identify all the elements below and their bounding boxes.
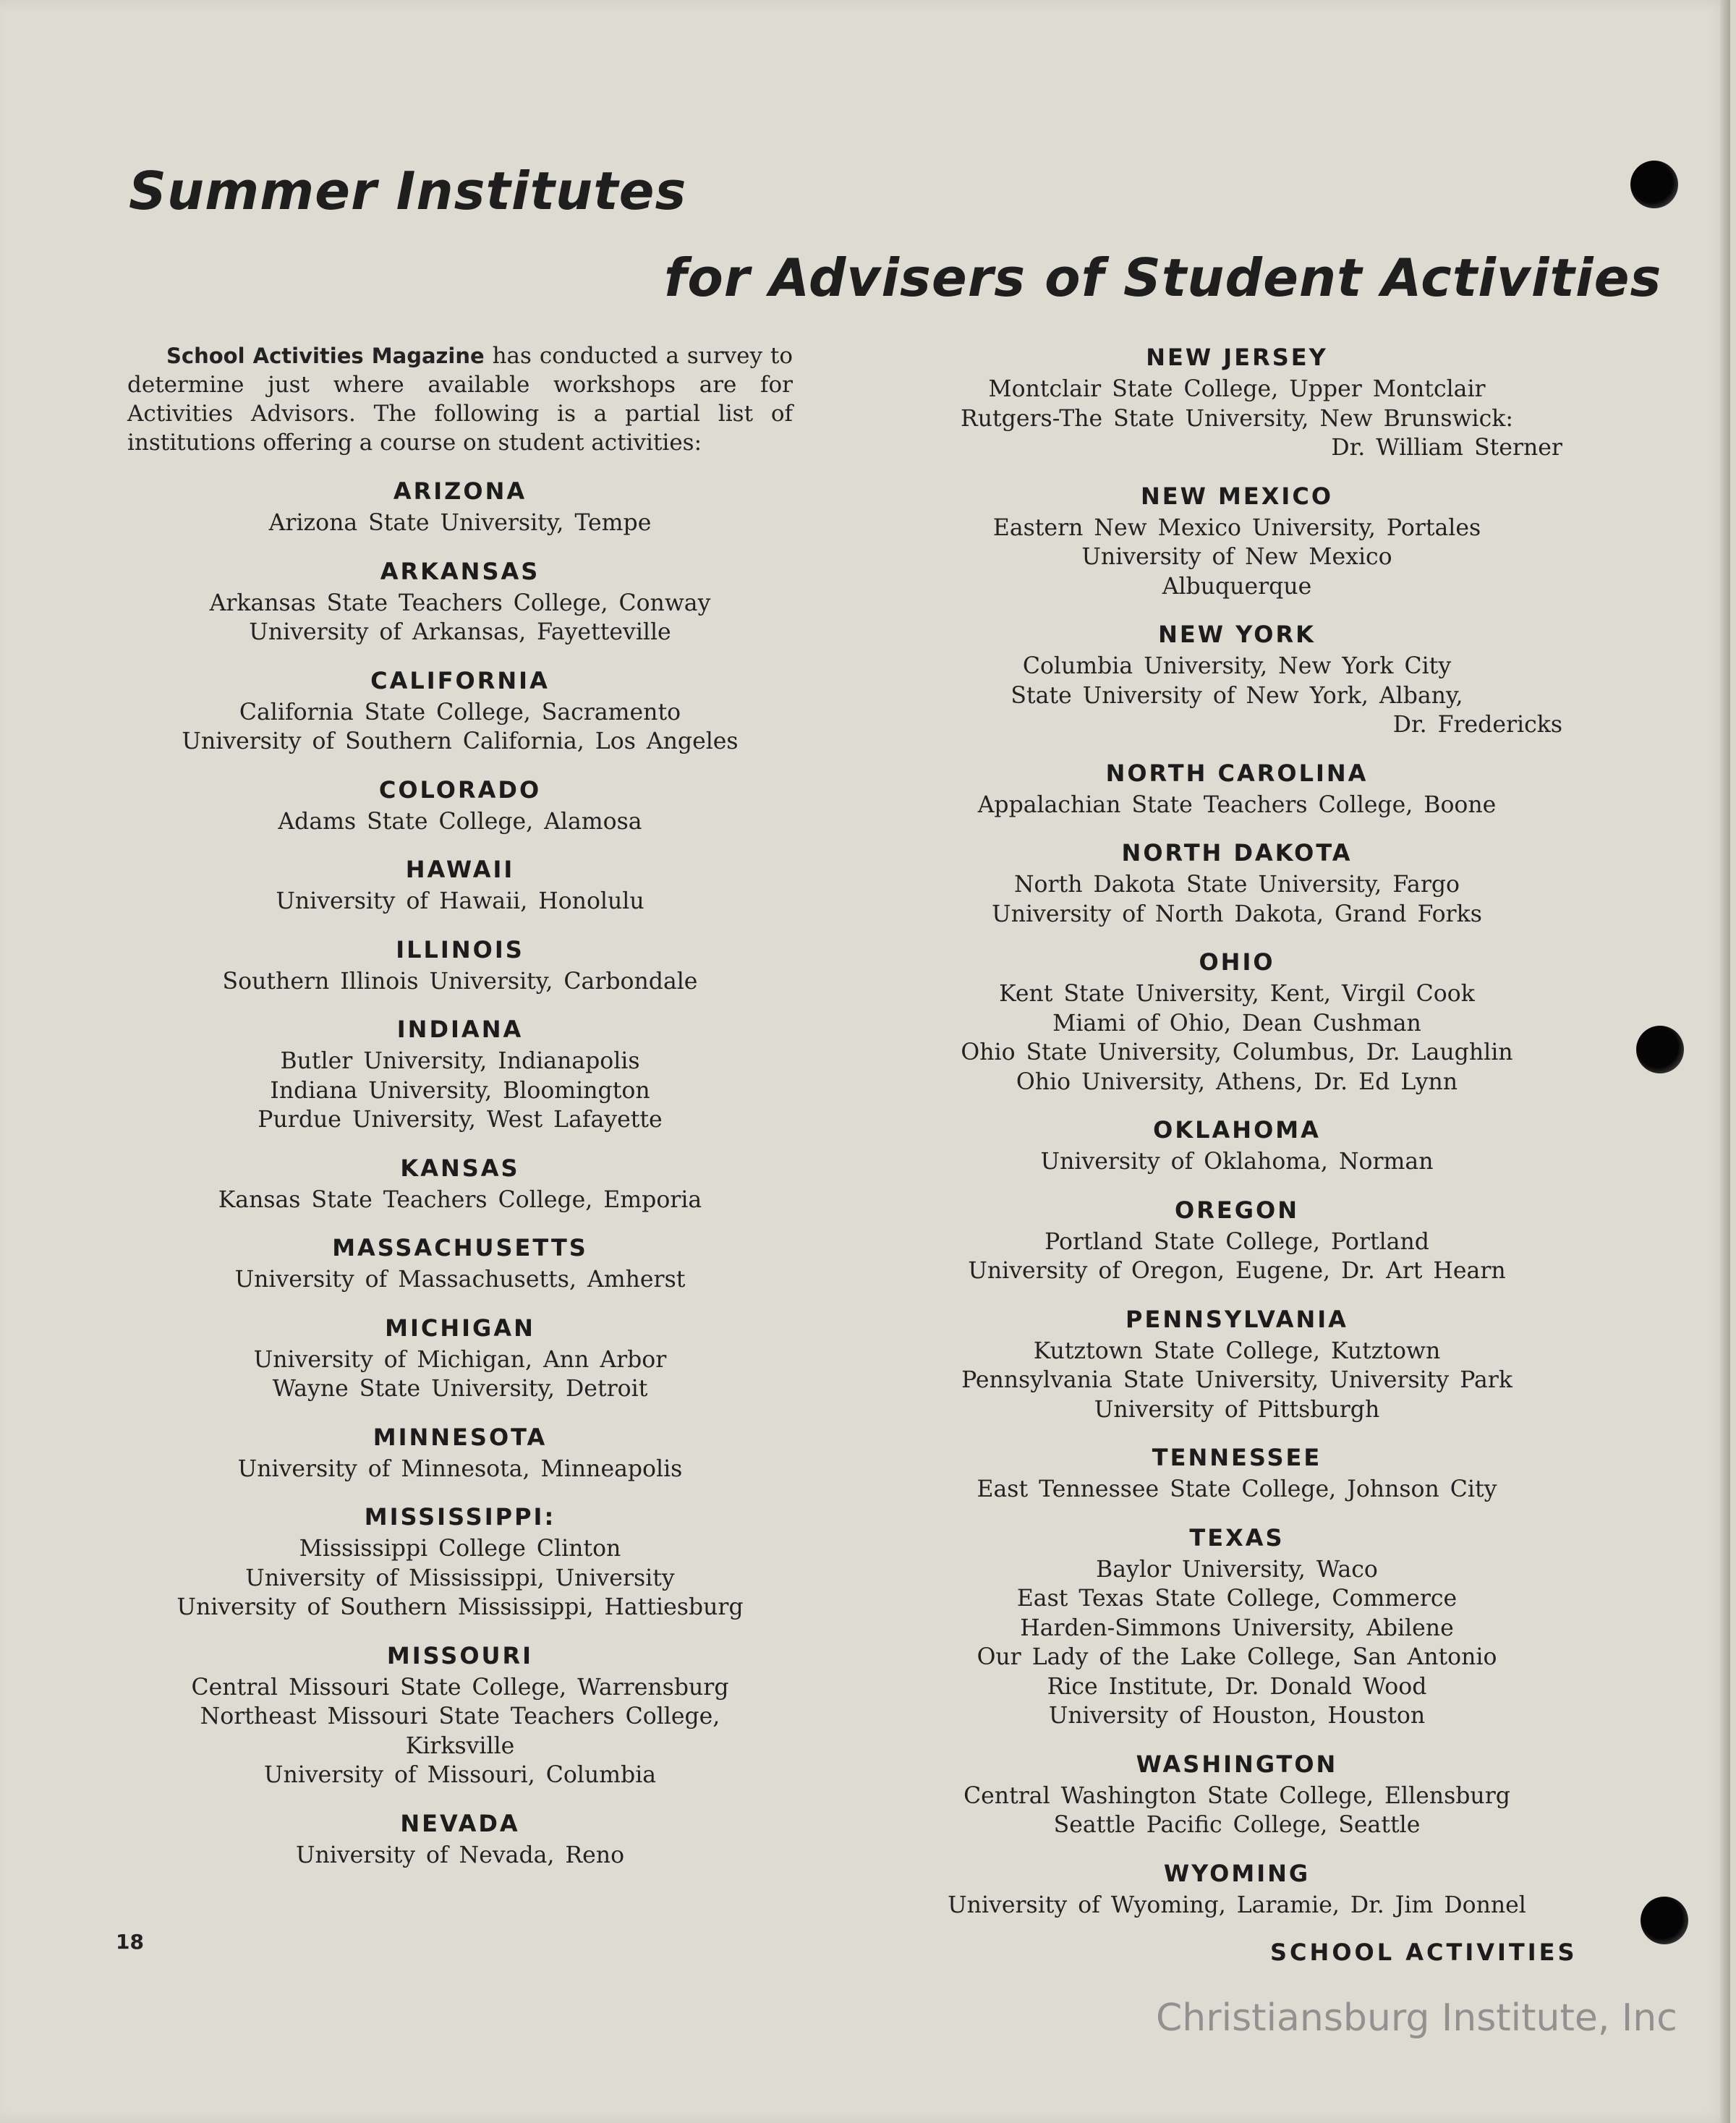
state-entry: [127, 1420, 793, 1484]
state-entry: [127, 932, 793, 997]
institution-line: Our Lady of the Lake College, San Antonio: [977, 1644, 1497, 1670]
state-heading: MASSACHUSETTS: [332, 1234, 588, 1262]
state-heading: NORTH CAROLINA: [1105, 759, 1369, 787]
state-heading: MISSOURI: [386, 1641, 534, 1669]
state-heading: OHIO: [1199, 948, 1275, 976]
binder-hole: [1641, 1897, 1688, 1944]
institution-line: University of Mississippi, University: [245, 1565, 675, 1591]
institution-line: University of Oregon, Eugene, Dr. Art Hearn: [968, 1258, 1506, 1284]
institution-line: Montclair State College, Upper Montclair: [988, 376, 1486, 402]
page-title-line-1: Summer Institutes: [129, 161, 687, 221]
state-heading: MICHIGAN: [385, 1314, 535, 1342]
state-heading: WASHINGTON: [1136, 1750, 1338, 1778]
state-entry: [127, 1311, 793, 1404]
state-entry: [127, 663, 793, 757]
institution-line: State University of New York, Albany,: [1010, 682, 1463, 709]
state-heading: INDIANA: [396, 1016, 524, 1043]
state-entry: [897, 1302, 1577, 1425]
institution-line: Kansas State Teachers College, Emporia: [218, 1186, 702, 1213]
institution-line: Miami of Ohio, Dean Cushman: [1052, 1010, 1421, 1037]
institution-contact: Dr. Fredericks: [1392, 712, 1562, 738]
institution-line: Harden-Simmons University, Abilene: [1020, 1614, 1454, 1641]
institution-line: University of Southern Mississippi, Hattiesburg: [176, 1594, 744, 1620]
institution-line: University of Arkansas, Fayetteville: [249, 619, 671, 645]
state-heading: MINNESOTA: [373, 1423, 548, 1451]
intro-text: has conducted a survey to determine just where available workshops are for Activities Advisors. The following is a partial list of institutions offering a course on student activities:: [127, 343, 793, 456]
institution-line: California State College, Sacramento: [239, 699, 681, 726]
state-heading: NEW MEXICO: [1140, 482, 1334, 510]
institution-line: North Dakota State University, Fargo: [1013, 872, 1460, 898]
institution-line: Appalachian State Teachers College, Boone: [977, 791, 1497, 818]
state-heading: TENNESSEE: [1152, 1444, 1322, 1471]
institution-line: Northeast Missouri State Teachers College,: [200, 1703, 720, 1730]
institution-line: East Texas State College, Commerce: [1016, 1586, 1458, 1612]
state-heading: NEW JERSEY: [1146, 344, 1328, 371]
state-heading: HAWAII: [405, 856, 515, 883]
state-entry: [127, 1499, 793, 1622]
state-heading: NORTH DAKOTA: [1121, 839, 1353, 867]
state-heading: OKLAHOMA: [1153, 1116, 1321, 1144]
state-entry: [897, 756, 1577, 820]
state-heading: NEVADA: [400, 1809, 520, 1837]
state-entry: [897, 945, 1577, 1097]
institution-line: Central Washington State College, Ellensburg: [963, 1782, 1510, 1809]
state-entry: [897, 835, 1577, 929]
footer-publication-name: SCHOOL ACTIVITIES: [1270, 1939, 1578, 1966]
state-heading: KANSAS: [400, 1154, 520, 1182]
state-entry: [127, 474, 793, 538]
state-entry: [127, 852, 793, 916]
institution-line: Wayne State University, Detroit: [272, 1376, 648, 1402]
institution-line: University of North Dakota, Grand Forks: [992, 901, 1482, 927]
institution-contact: Dr. William Sterner: [1331, 435, 1562, 461]
state-entry: [897, 479, 1577, 602]
state-heading: TEXAS: [1189, 1523, 1285, 1552]
right-column: [897, 340, 1577, 1920]
state-entry: [897, 1112, 1577, 1177]
state-entry: [127, 1638, 793, 1790]
page-number: 18: [116, 1930, 144, 1954]
institution-line: Kutztown State College, Kutztown: [1033, 1337, 1441, 1364]
state-heading: ARKANSAS: [380, 557, 540, 585]
institution-line: Arizona State University, Tempe: [268, 510, 652, 536]
state-heading: CALIFORNIA: [370, 666, 550, 694]
binder-hole: [1636, 1026, 1684, 1073]
institution-line: Eastern New Mexico University, Portales: [992, 514, 1481, 541]
state-heading: WYOMING: [1163, 1859, 1311, 1887]
state-entry: [897, 1747, 1577, 1840]
state-heading: NEW YORK: [1158, 621, 1316, 648]
state-entry: [127, 1230, 793, 1295]
state-heading: ARIZONA: [393, 477, 527, 505]
state-entry: [897, 340, 1577, 463]
institution-line: Kent State University, Kent, Virgil Cook: [999, 981, 1475, 1007]
binder-hole: [1630, 161, 1678, 208]
page-edge-shadow: [1720, 0, 1730, 2123]
institution-line: Adams State College, Alamosa: [278, 808, 642, 835]
state-heading: ILLINOIS: [396, 935, 524, 963]
state-heading: MISSISSIPPI:: [364, 1503, 556, 1531]
state-entry: [897, 1520, 1577, 1731]
institution-line: Seattle Pacific College, Seattle: [1053, 1812, 1421, 1838]
institution-line: Pennsylvania State University, University Park: [961, 1367, 1512, 1393]
institution-line: University of Massachusetts, Amherst: [234, 1267, 686, 1293]
institution-line: Purdue University, West Lafayette: [258, 1107, 663, 1133]
state-entry: [897, 1856, 1577, 1920]
institution-line: Southern Illinois University, Carbondale: [222, 968, 698, 995]
institution-line: University of Nevada, Reno: [295, 1842, 625, 1868]
institution-line: Ohio University, Athens, Dr. Ed Lynn: [1016, 1068, 1458, 1095]
institution-line: Portland State College, Portland: [1044, 1228, 1429, 1255]
institution-line: University of Houston, Houston: [1048, 1703, 1426, 1729]
institution-line: Baylor University, Waco: [1096, 1556, 1378, 1583]
left-column: [127, 474, 793, 1870]
institution-line: University of Hawaii, Honolulu: [276, 888, 644, 914]
state-heading: PENNSYLVANIA: [1126, 1305, 1348, 1333]
institution-line: University of Minnesota, Minneapolis: [237, 1455, 683, 1482]
institution-line: Albuquerque: [1162, 573, 1312, 600]
magazine-name: School Activities Magazine: [166, 344, 485, 368]
institution-line: Central Missouri State College, Warrensburg: [191, 1674, 729, 1701]
institution-line: East Tennessee State College, Johnson City: [977, 1476, 1497, 1502]
state-entry: [127, 554, 793, 647]
institution-line: Mississippi College Clinton: [299, 1536, 621, 1562]
state-entry: [897, 1193, 1577, 1286]
state-entry: [897, 1440, 1577, 1505]
institution-line: University of Missouri, Columbia: [263, 1762, 657, 1788]
institution-line: University of Wyoming, Laramie, Dr. Jim Donnel: [948, 1892, 1526, 1918]
page-title-line-2: for Advisers of Student Activities: [664, 247, 1662, 308]
state-entry: [897, 617, 1577, 740]
institution-line: University of Pittsburgh: [1094, 1396, 1380, 1423]
institution-line: Butler University, Indianapolis: [280, 1048, 640, 1074]
state-entry: [127, 1806, 793, 1871]
state-heading: COLORADO: [378, 775, 542, 804]
institution-line: Arkansas State Teachers College, Conway: [209, 590, 711, 616]
institution-line: Ohio State University, Columbus, Dr. Laughlin: [961, 1039, 1513, 1065]
intro-paragraph: [127, 341, 793, 457]
state-entry: [127, 1151, 793, 1215]
institution-line: University of New Mexico: [1081, 544, 1392, 570]
institution-line: University of Michigan, Ann Arbor: [253, 1346, 667, 1373]
state-heading: OREGON: [1175, 1196, 1299, 1224]
state-entry: [127, 773, 793, 837]
state-entry: [127, 1012, 793, 1135]
institution-line: Columbia University, New York City: [1022, 653, 1452, 679]
institution-line: Rice Institute, Dr. Donald Wood: [1047, 1673, 1427, 1700]
watermark: Christiansburg Institute, Inc: [1156, 1996, 1677, 2040]
institution-line: Kirksville: [405, 1732, 515, 1759]
institution-line: Indiana University, Bloomington: [270, 1077, 650, 1104]
institution-line: Rutgers-The State University, New Brunswick:: [961, 405, 1513, 432]
institution-line: University of Southern California, Los Angeles: [182, 728, 739, 754]
institution-line: University of Oklahoma, Norman: [1040, 1149, 1434, 1175]
